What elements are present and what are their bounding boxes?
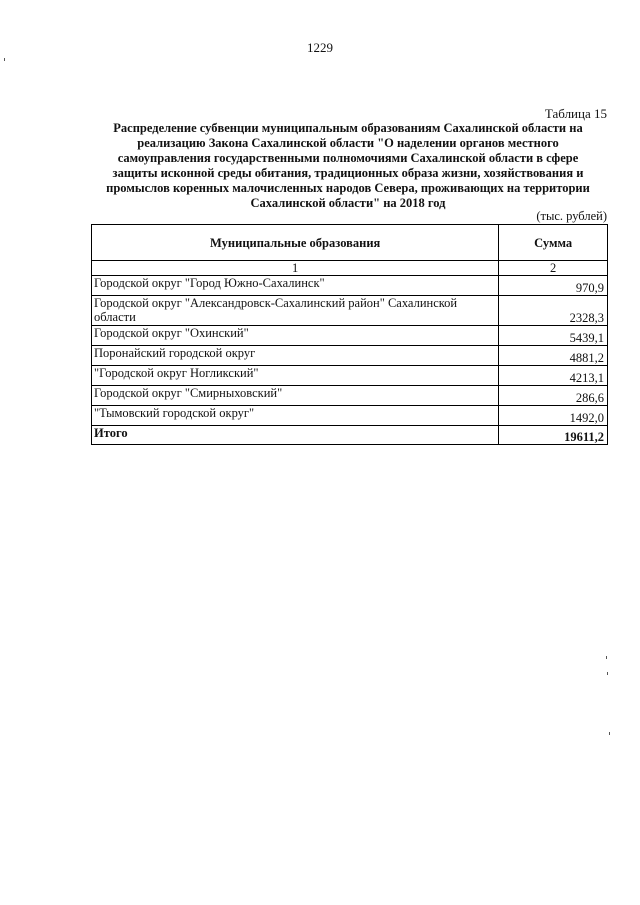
total-sum: 19611,2 [499,426,608,445]
scan-speck [607,672,608,675]
municipality-name: "Городской округ Ногликский" [92,366,499,386]
municipality-name: Городской округ "Александровск-Сахалинский район" Сахалинской области [92,296,499,326]
table-row [92,296,608,326]
table-row [92,406,608,426]
title-line: Распределение субвенции муниципальным образованиям Сахалинской области на [113,121,583,135]
municipality-name: Поронайский городской округ [92,346,499,366]
subsidy-table [91,224,608,445]
municipality-name: Городской округ "Охинский" [92,326,499,346]
units-label: (тыс. рублей) [536,209,607,223]
column-number-2: 2 [499,261,608,276]
table-row [92,276,608,296]
total-row [92,426,608,445]
total-label: Итого [92,426,499,445]
municipality-sum: 286,6 [499,386,608,406]
table-row [92,326,608,346]
municipality-sum: 2328,3 [499,296,608,326]
column-number-1: 1 [92,261,499,276]
title-line: промыслов коренных малочисленных народов Севера, проживающих на территории [106,181,590,195]
title-line: самоуправления государственными полномочиями Сахалинской области в сфере [117,151,579,165]
header-municipalities: Муниципальные образования [92,225,499,261]
document-title [88,121,608,211]
table-row [92,386,608,406]
municipality-name: Городской округ "Смирныховский" [92,386,499,406]
municipality-sum: 4881,2 [499,346,608,366]
municipality-sum: 1492,0 [499,406,608,426]
table-row [92,346,608,366]
scan-speck [4,58,5,61]
municipality-sum: 5439,1 [499,326,608,346]
title-line: Сахалинской области" на 2018 год [250,196,446,210]
column-number-row [92,261,608,276]
title-line: реализацию Закона Сахалинской области "О наделении органов местного [137,136,559,150]
table-row [92,366,608,386]
header-sum: Сумма [499,225,608,261]
scan-speck [606,656,607,659]
municipality-name: "Тымовский городской округ" [92,406,499,426]
scan-speck [609,732,610,735]
table-header-row [92,225,608,261]
municipality-sum: 4213,1 [499,366,608,386]
page-number: 1229 [307,40,333,55]
municipality-name: Городской округ "Город Южно-Сахалинск" [92,276,499,296]
municipality-sum: 970,9 [499,276,608,296]
table-label: Таблица 15 [544,106,607,121]
title-line: защиты исконной среды обитания, традиционных образа жизни, хозяйствования и [112,166,584,180]
